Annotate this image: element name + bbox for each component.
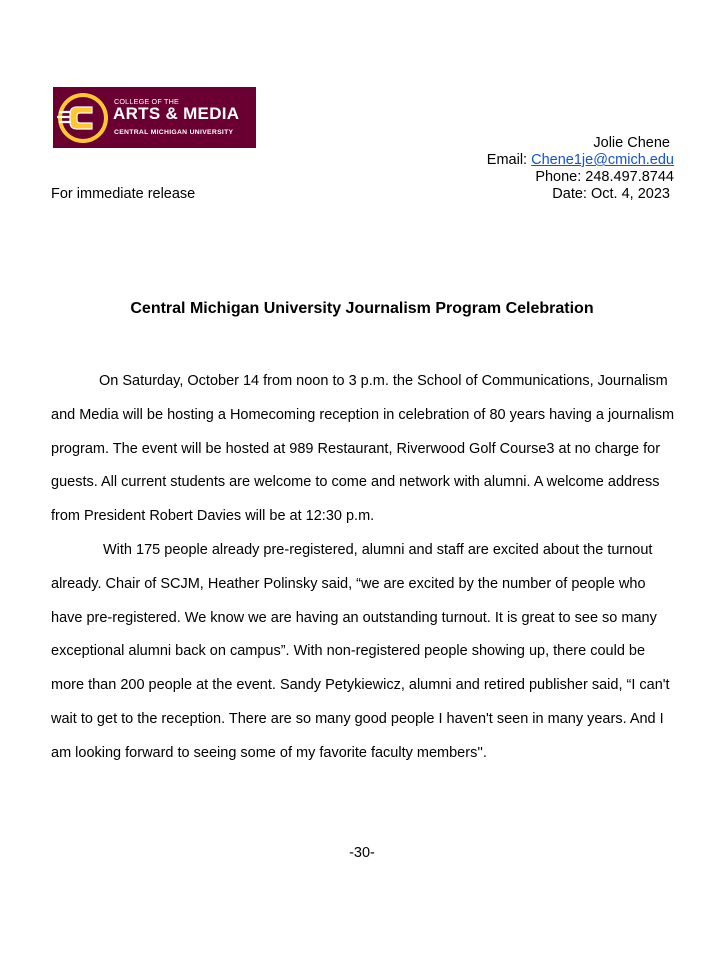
paragraph: On Saturday, October 14 from noon to 3 p.m. the School of Communications, Journalism and Media will be hosting a Homecoming reception in celebration of 80 years having a journalism program. The event will be hosted at 989 Restaurant, Riverwood Golf Course3 at no charge for guests. All current students are welcome to come and network with alumni. A welcome address from President Robert Davies will be at 12:30 p.m. <box>51 373 675 525</box>
logo-arts-media: ARTS & MEDIA <box>113 104 240 123</box>
flying-c-emblem-icon <box>55 90 111 146</box>
contact-email-line <box>487 152 674 169</box>
email-link[interactable]: Chene1je@cmich.edu <box>531 152 674 168</box>
paragraph: With 175 people already pre-registered, alumni and staff are excited about the turnout already. Chair of SCJM, Heather Polinsky said, “we are excited by the number of people who have pre-registered. We know we are having an outstanding turnout. It is great to see so many exceptional alumni back on campus”. With non-registered people showing up, there could be more than 200 people at the event. Sandy Petykiewicz, alumni and retired publisher said, “I can't wait to get to the reception. There are so many good people I haven't seen in many years. And I am looking forward to seeing some of my favorite faculty members''. <box>51 541 670 761</box>
contact-block <box>487 135 674 203</box>
email-label: Email: <box>486 152 532 168</box>
college-logo <box>53 87 256 148</box>
contact-name: Jolie Chene <box>593 135 674 151</box>
contact-date: Date: Oct. 4, 2023 <box>552 186 674 202</box>
logo-university-name: CENTRAL MICHIGAN UNIVERSITY <box>114 129 234 136</box>
body-text <box>51 365 677 771</box>
release-note: For immediate release <box>51 186 196 202</box>
headline: Central Michigan University Journalism Program Celebration <box>130 300 594 317</box>
contact-phone: Phone: 248.497.8744 <box>535 169 674 185</box>
closing-mark: -30- <box>349 845 375 861</box>
logo-college-of-the: COLLEGE OF THE <box>114 97 179 106</box>
